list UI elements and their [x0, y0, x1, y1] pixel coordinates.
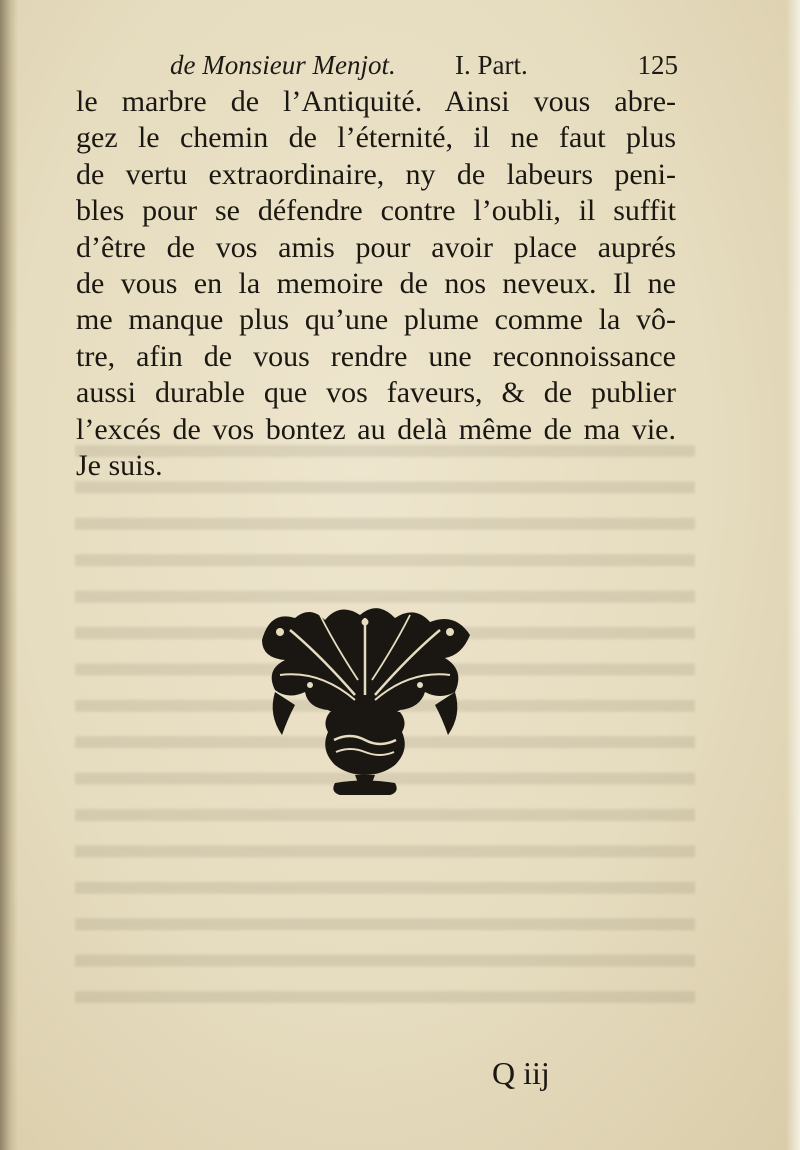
- text-line: de vertu extraordinaire, ny de labeurs peni-: [76, 157, 676, 191]
- body-text: [76, 84, 676, 484]
- gutter-shadow: [0, 0, 18, 1150]
- text-line: me manque plus qu’une plume comme la vô-: [76, 303, 676, 337]
- flower-vase-woodcut-icon: [250, 600, 480, 800]
- text-line: gez le chemin de l’éternité, il ne faut plus: [76, 121, 676, 155]
- part-label: I. Part.: [455, 50, 528, 80]
- running-title: de Monsieur Menjot.: [170, 50, 396, 80]
- text-line: de vous en la memoire de nos neveux. Il ne: [76, 267, 676, 301]
- text-line: bles pour se défendre contre l’oubli, il suffit: [76, 194, 676, 228]
- page-edge: [786, 0, 800, 1150]
- text-line: d’être de vos amis pour avoir place auprés: [76, 230, 676, 264]
- text-line: aussi durable que vos faveurs, & de publier: [76, 376, 676, 410]
- page-number: 125: [637, 50, 678, 80]
- text-line: l’excés de vos bontez au delà même de ma vie.: [76, 412, 676, 446]
- text-line: le marbre de l’Antiquité. Ainsi vous abre-: [76, 85, 676, 118]
- text-line: tre, afin de vous rendre une reconnoissance: [76, 339, 676, 373]
- signature-mark: Q iij: [492, 1055, 550, 1091]
- text-line-closing: Je suis.: [76, 449, 163, 483]
